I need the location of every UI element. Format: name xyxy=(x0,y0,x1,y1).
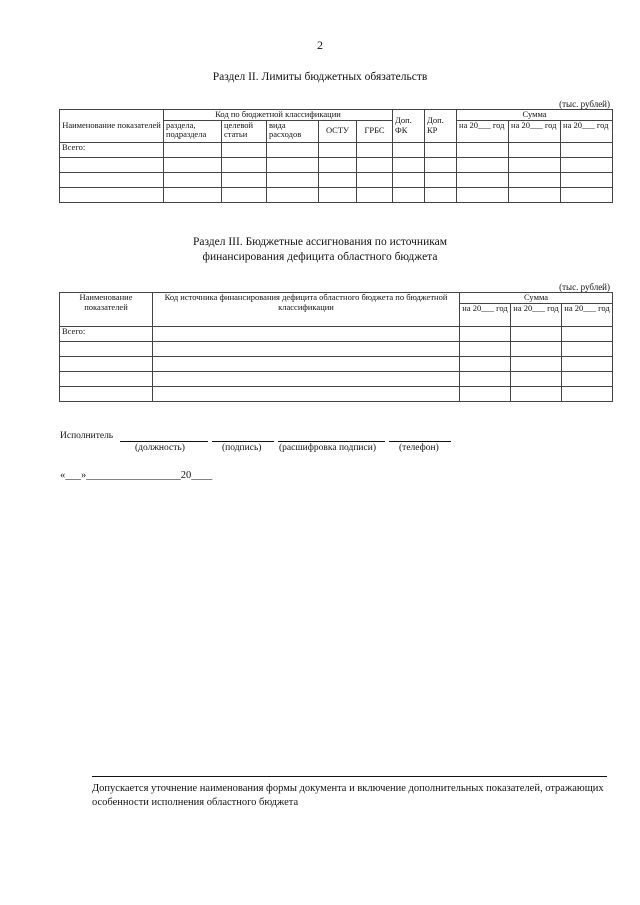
decoding-caption: (расшифровка подписи) xyxy=(279,443,376,453)
table-row xyxy=(60,341,613,356)
code-group-header: Код по бюджетной классификации xyxy=(164,110,393,121)
ostu-header: ОСТУ xyxy=(319,120,357,142)
sum-group-header: Сумма xyxy=(460,293,613,304)
section2-unit: (тыс. рублей) xyxy=(559,99,610,109)
footnote-text: Допускается уточнение наименования формы документа и включение дополнительных показателей, отражающих особенности исполнения областного бюджета xyxy=(92,783,604,808)
position-caption: (должность) xyxy=(135,443,185,453)
table-row xyxy=(60,356,613,371)
table-row xyxy=(60,371,613,386)
table-row xyxy=(60,386,613,401)
executor-label: Исполнитель xyxy=(60,431,114,441)
footnote-divider xyxy=(92,776,607,777)
table-row xyxy=(60,142,613,157)
table-row xyxy=(60,157,613,172)
table-row xyxy=(60,187,613,202)
year1-header: на 20___ год xyxy=(457,120,509,142)
year2-header: на 20___ год xyxy=(509,120,561,142)
vid-header: вида расходов xyxy=(267,120,319,142)
target-header: целевой статьи xyxy=(222,120,267,142)
total-label: Всего: xyxy=(60,142,164,157)
code-header: Код источника финансирования дефицита областного бюджета по бюджетной классификации xyxy=(153,293,460,327)
section3-title-line2: финансирования дефицита областного бюджета xyxy=(202,251,438,263)
date-line: «___»__________________20____ xyxy=(60,470,213,481)
razdel-header: раздела, подраздела xyxy=(164,120,222,142)
year3-header: на 20___ год xyxy=(562,303,613,326)
signature-line xyxy=(212,441,274,442)
table-row xyxy=(60,326,613,341)
page-number: 2 xyxy=(317,38,323,52)
section3-title-line1: Раздел III. Бюджетные ассигнования по источникам xyxy=(192,236,448,248)
section3-unit: (тыс. рублей) xyxy=(559,282,610,292)
year3-header: на 20___ год xyxy=(561,120,613,142)
grbs-header: ГРБС xyxy=(357,120,393,142)
year2-header: на 20___ год xyxy=(511,303,562,326)
table-row xyxy=(60,172,613,187)
phone-line xyxy=(389,441,451,442)
section3-table xyxy=(59,292,613,402)
col-name-header: Наименование показателей xyxy=(60,293,153,327)
decoding-line xyxy=(278,441,385,442)
section2-table xyxy=(59,109,613,203)
position-line xyxy=(120,441,208,442)
dop-fk-header: Доп. ФК xyxy=(393,110,425,143)
signature-caption: (подпись) xyxy=(222,443,262,453)
year1-header: на 20___ год xyxy=(460,303,511,326)
total-label: Всего: xyxy=(60,326,153,341)
sum-group-header: Сумма xyxy=(457,110,613,121)
col-name-header: Наименование показателей xyxy=(60,110,164,143)
dop-kr-header: Доп. КР xyxy=(425,110,457,143)
phone-caption: (телефон) xyxy=(399,443,439,453)
section2-title: Раздел II. Лимиты бюджетных обязательств xyxy=(212,71,428,83)
